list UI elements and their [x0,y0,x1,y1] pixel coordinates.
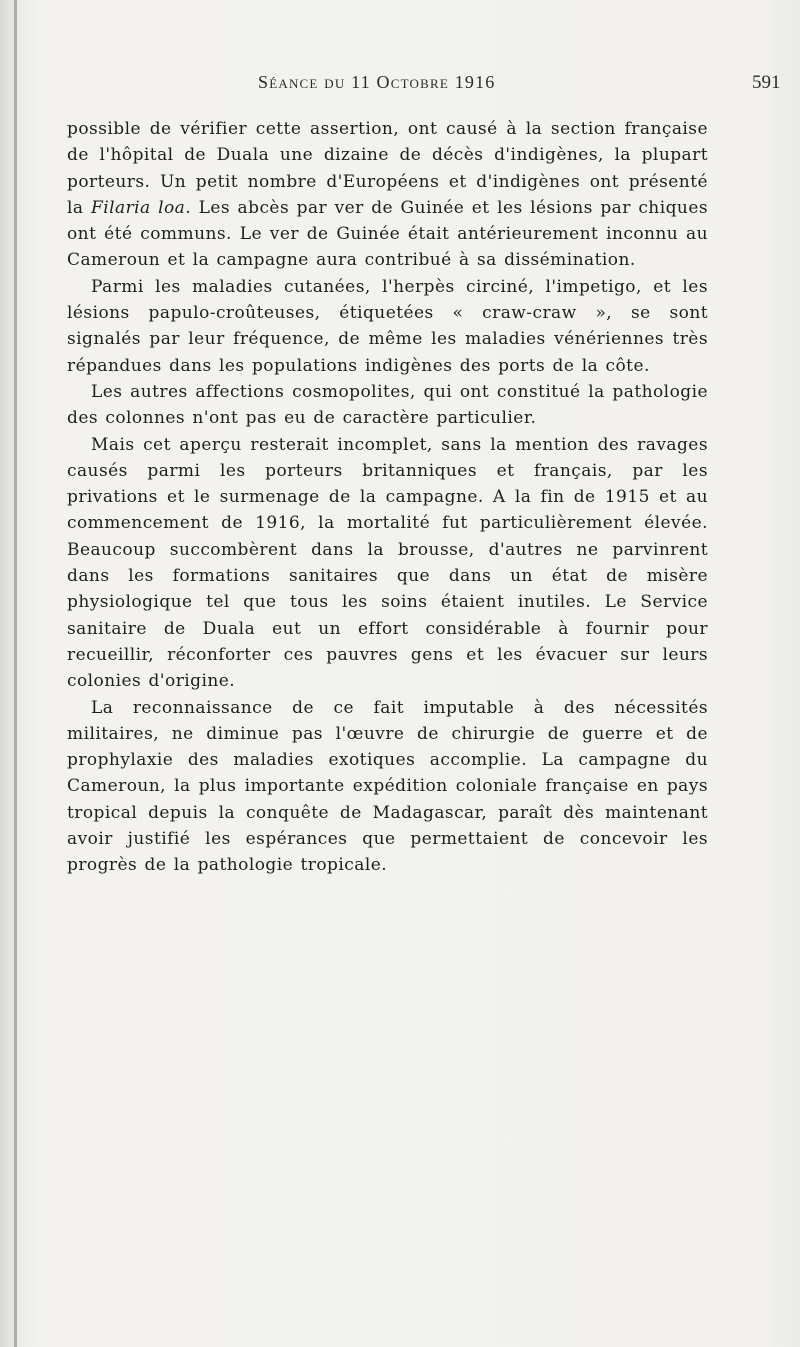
page-number: 591 [752,72,781,93]
paragraph-4: Mais cet aperçu resterait incomplet, sans la mention des ravages causés parmi les porteurs britanniques et français, par les privations et le surmenage de la campagne. A la fin de 1915 et au commencement de 1916, la mortalité fut particulièrement élevée. Beaucoup succombèrent dans la brousse, d'autres ne parvinrent dans les formations sanitaires que dans un état de misère physiologique tel que tous les soins étaient inutiles. Le Service sanitaire de Duala eut un effort considérable à fournir pour recueillir, réconforter ces pauvres gens et les évacuer sur leurs colonies d'origine. [67,434,708,692]
paragraph-1-text-before: possible de vérifier cette assertion, ont causé à la section française de l'hôpital de Duala une dizaine de décès d'indigènes, la plupart porteurs. Un petit nombre d'Européens et d'indigènes ont présenté la [67,119,708,218]
paragraph-2: Parmi les maladies cutanées, l'herpès circiné, l'impetigo, et les lésions papulo-croûteuses, étiquetées « craw-craw », se sont signalés par leur fréquence, de même les maladies vénériennes très répandues dans les populations indigènes des ports de la côte. [67,276,708,376]
paragraph-5: La reconnaissance de ce fait imputable à des nécessités militaires, ne diminue pas l'œuvre de chirurgie de guerre et de prophylaxie des maladies exotiques accomplie. La campagne du Cameroun, la plus importante expédition coloniale française en pays tropical depuis la conquête de Madagascar, paraît dès maintenant avoir justifié les espérances que permettaient de concevoir les progrès de la pathologie tropicale. [67,697,708,876]
paragraph-3: Les autres affections cosmopolites, qui ont constitué la pathologie des colonnes n'ont pas eu de caractère particulier. [67,381,708,429]
species-name-italic: Filaria loa [90,197,186,218]
paragraph-1-text-after: . Les abcès par ver de Guinée et les lésions par chiques ont été communs. Le ver de Guinée était antérieurement inconnu au Cameroun et la campagne aura contribué à sa dissémination. [67,197,709,271]
running-title: Séance du 11 Octobre 1916 [258,72,496,92]
paragraph-1 [67,116,708,274]
page-binding-edge [14,0,17,1347]
page-header [0,66,800,96]
body-text [67,116,708,879]
